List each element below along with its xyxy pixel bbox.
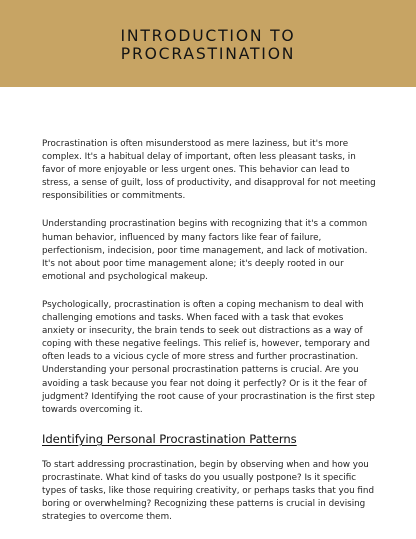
header-band <box>0 0 416 87</box>
section-paragraph: To start addressing procrastination, begin by observing when and how you procrastinate. What kind of tasks do you usually postpone? Is it specific types of tasks, like those requiring creativity, or perhaps tasks that you find boring or overwhelming? Recognizing these patterns is crucial in devising strategies to overcome them. <box>42 459 375 523</box>
intro-paragraph-2: Understanding procrastination begins with recognizing that it's a common human behavior, influenced by many factors like fear of failure, perfectionism, indecision, poor time management, and lack of motivation. It's not about poor time management alone; it's deeply rooted in our emotional and psychological makeup. <box>42 219 368 282</box>
intro-paragraph-1: Procrastination is often misunderstood as mere laziness, but it's more complex. It's a habitual delay of important, often less pleasant tasks, in favor of more enjoyable or less urgent ones. This behavior can lead to stress, a sense of guilt, loss of productivity, and disapproval for not meeting responsibilities or commitments. <box>42 139 376 202</box>
section-heading: Identifying Personal Procrastination Patterns <box>42 431 297 446</box>
page-title: INTRODUCTION TO PROCRASTINATION <box>120 26 296 63</box>
intro-paragraph-3: Psychologically, procrastination is often a coping mechanism to deal with challenging emotions and tasks. When faced with a task that evokes anxiety or insecurity, the brain tends to seek out distractions as a way of coping with these negative feelings. This relief is, however, temporary and often leads to a vicious cycle of more stress and further procrastination. Understanding your personal procrastination patterns is crucial. Are you avoiding a task because you fear not doing it perfectly? Or is it the fear of judgment? Identifying the root cause of your procrastination is the first step towards overcoming it. <box>42 299 375 415</box>
content-area <box>42 138 378 539</box>
